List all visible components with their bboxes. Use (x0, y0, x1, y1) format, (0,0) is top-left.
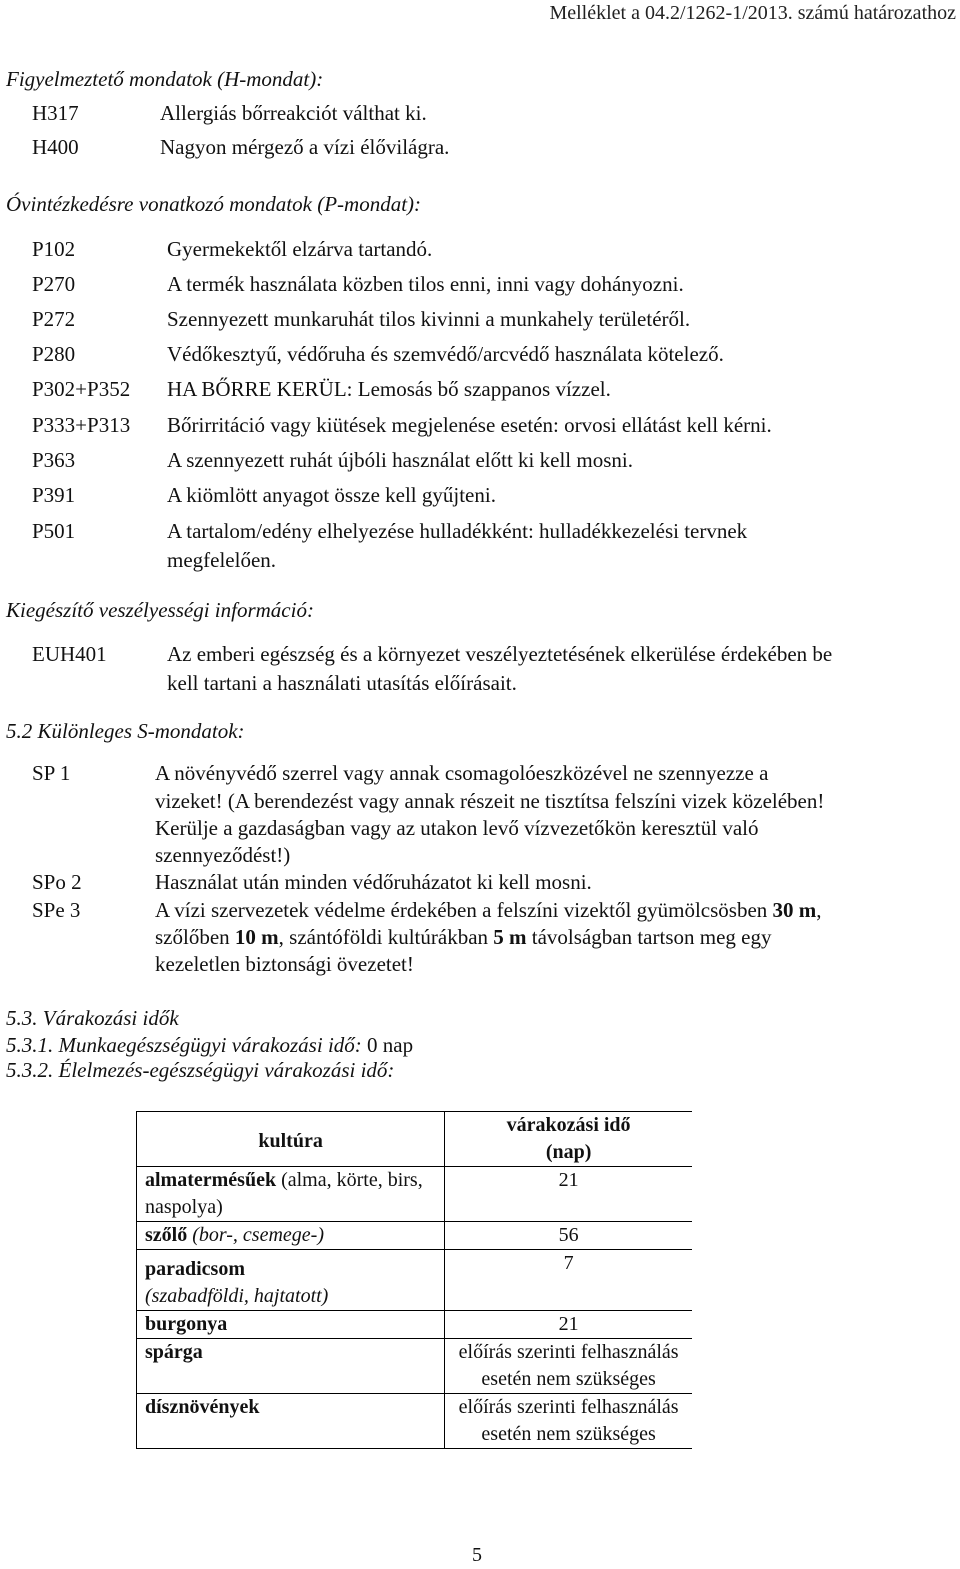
waiting-value: előírás szerinti felhasználás (458, 1341, 679, 1363)
table-header-row (137, 1112, 693, 1167)
waiting-value: 7 (563, 1252, 574, 1274)
h-section-title: Figyelmeztető mondatok (H-mondat): (6, 67, 324, 91)
euh-code: EUH401 (32, 642, 107, 666)
h-text: Allergiás bőrreakciót válthat ki. (160, 101, 427, 125)
p-code: P280 (32, 342, 76, 366)
p-code: P363 (32, 448, 76, 472)
waiting-time-table (136, 1111, 692, 1449)
culture-extra2: naspolya) (145, 1196, 223, 1218)
p-code: P501 (32, 519, 76, 543)
w-section-title: 5.3. Várakozási idők (6, 1006, 179, 1030)
col-header-culture: kultúra (258, 1129, 323, 1152)
h-text: Nagyon mérgező a vízi élővilágra. (160, 135, 450, 159)
col-header-waiting: várakozási idő (506, 1114, 631, 1136)
spe3-text: A vízi szervezetek védelme érdekében a felszíni vizektől gyümölcsösben 30 m, (155, 898, 822, 922)
p-code: P272 (32, 307, 76, 331)
p-code: P333+P313 (32, 413, 131, 437)
culture-name: szőlő (145, 1224, 188, 1246)
waiting-value-continued: esetén nem szükséges (481, 1423, 656, 1445)
waiting-value-continued: esetén nem szükséges (481, 1368, 656, 1390)
sp1-code: SP 1 (32, 761, 71, 785)
p-code: P102 (32, 237, 76, 261)
euh-text-continued: kell tartani a használati utasítás előírásait. (167, 671, 517, 695)
waiting-value: előírás szerinti felhasználás (458, 1396, 679, 1418)
document-header: Melléklet a 04.2/1262-1/2013. számú határozathoz (549, 2, 956, 24)
p-text: Bőrirritáció vagy kiütések megjelenése esetén: orvosi ellátást kell kérni. (167, 413, 772, 437)
p-text: A szennyezett ruhát újbóli használat előtt ki kell mosni. (167, 448, 633, 472)
p-text: Védőkesztyű, védőruha és szemvédő/arcvédő használata kötelező. (167, 342, 724, 366)
waiting-value: 21 (558, 1169, 579, 1191)
sp1-text: A növényvédő szerrel vagy annak csomagolóeszközével ne szennyezze a (155, 761, 769, 785)
table-row (137, 1222, 693, 1250)
spe3-text: kezeletlen biztonsági övezetet! (155, 952, 414, 976)
p-text: A tartalom/edény elhelyezése hulladékként: hulladékkezelési tervnek (167, 519, 748, 543)
p-text: HA BŐRRE KERÜL: Lemosás bő szappanos vízzel. (167, 377, 611, 401)
table-row (137, 1394, 693, 1449)
culture-name: spárga (145, 1341, 203, 1363)
page-number: 5 (472, 1544, 482, 1566)
p-text: Szennyezett munkaruhát tilos kivinni a munkahely területéről. (167, 307, 691, 331)
p-code: P391 (32, 483, 76, 507)
culture-name: dísznövények (145, 1396, 260, 1418)
sp1-text: szennyeződést!) (155, 843, 291, 867)
table-row (137, 1167, 693, 1222)
spe3-text: szőlőben 10 m, szántóföldi kultúrákban 5 m távolságban tartson meg egy (155, 925, 772, 949)
table-row (137, 1311, 693, 1339)
spe3-code: SPe 3 (32, 898, 81, 922)
waiting-value: 21 (558, 1313, 579, 1335)
culture-name: burgonya (145, 1313, 228, 1335)
spo2-code: SPo 2 (32, 870, 82, 894)
sp1-text: vizeket! (A berendezést vagy annak részeit ne tisztítsa felszíni vizek közelében! (155, 789, 825, 813)
h-code: H400 (32, 135, 79, 159)
spo2-text: Használat után minden védőruházatot ki kell mosni. (155, 870, 592, 894)
p-code: P270 (32, 272, 76, 296)
p-text: A termék használata közben tilos enni, inni vagy dohányozni. (167, 272, 684, 296)
table-row (137, 1250, 693, 1311)
p-text-continued: megfelelően. (167, 548, 277, 572)
waiting-value: 56 (558, 1224, 579, 1246)
p-section-title: Óvintézkedésre vonatkozó mondatok (P-mondat): (6, 192, 422, 216)
w1-line: 5.3.1. Munkaegészségügyi várakozási idő: 0 nap (6, 1033, 414, 1057)
s-section-title: 5.2 Különleges S-mondatok: (6, 719, 245, 743)
k-section-title: Kiegészítő veszélyességi információ: (6, 598, 314, 622)
col-header-unit: (nap) (545, 1141, 592, 1163)
culture-name: almatermésűek (145, 1169, 277, 1191)
table-row (137, 1339, 693, 1394)
sp1-text: Kerülje a gazdaságban vagy az utakon levő vízvezetőkön keresztül való (155, 816, 759, 840)
p-text: Gyermekektől elzárva tartandó. (167, 237, 433, 261)
w2-line: 5.3.2. Élelmezés-egészségügyi várakozási idő: (6, 1058, 395, 1082)
culture-name: paradicsom (145, 1258, 245, 1280)
culture-extra: (bor-, csemege-) (187, 1224, 324, 1246)
p-code: P302+P352 (32, 377, 131, 401)
euh-text: Az emberi egészség és a környezet veszélyeztetésének elkerülése érdekében be (167, 642, 833, 666)
culture-extra: (alma, körte, birs, (276, 1169, 423, 1191)
culture-extra: (szabadföldi, hajtatott) (145, 1285, 329, 1307)
p-text: A kiömlött anyagot össze kell gyűjteni. (167, 483, 496, 507)
h-code: H317 (32, 101, 79, 125)
